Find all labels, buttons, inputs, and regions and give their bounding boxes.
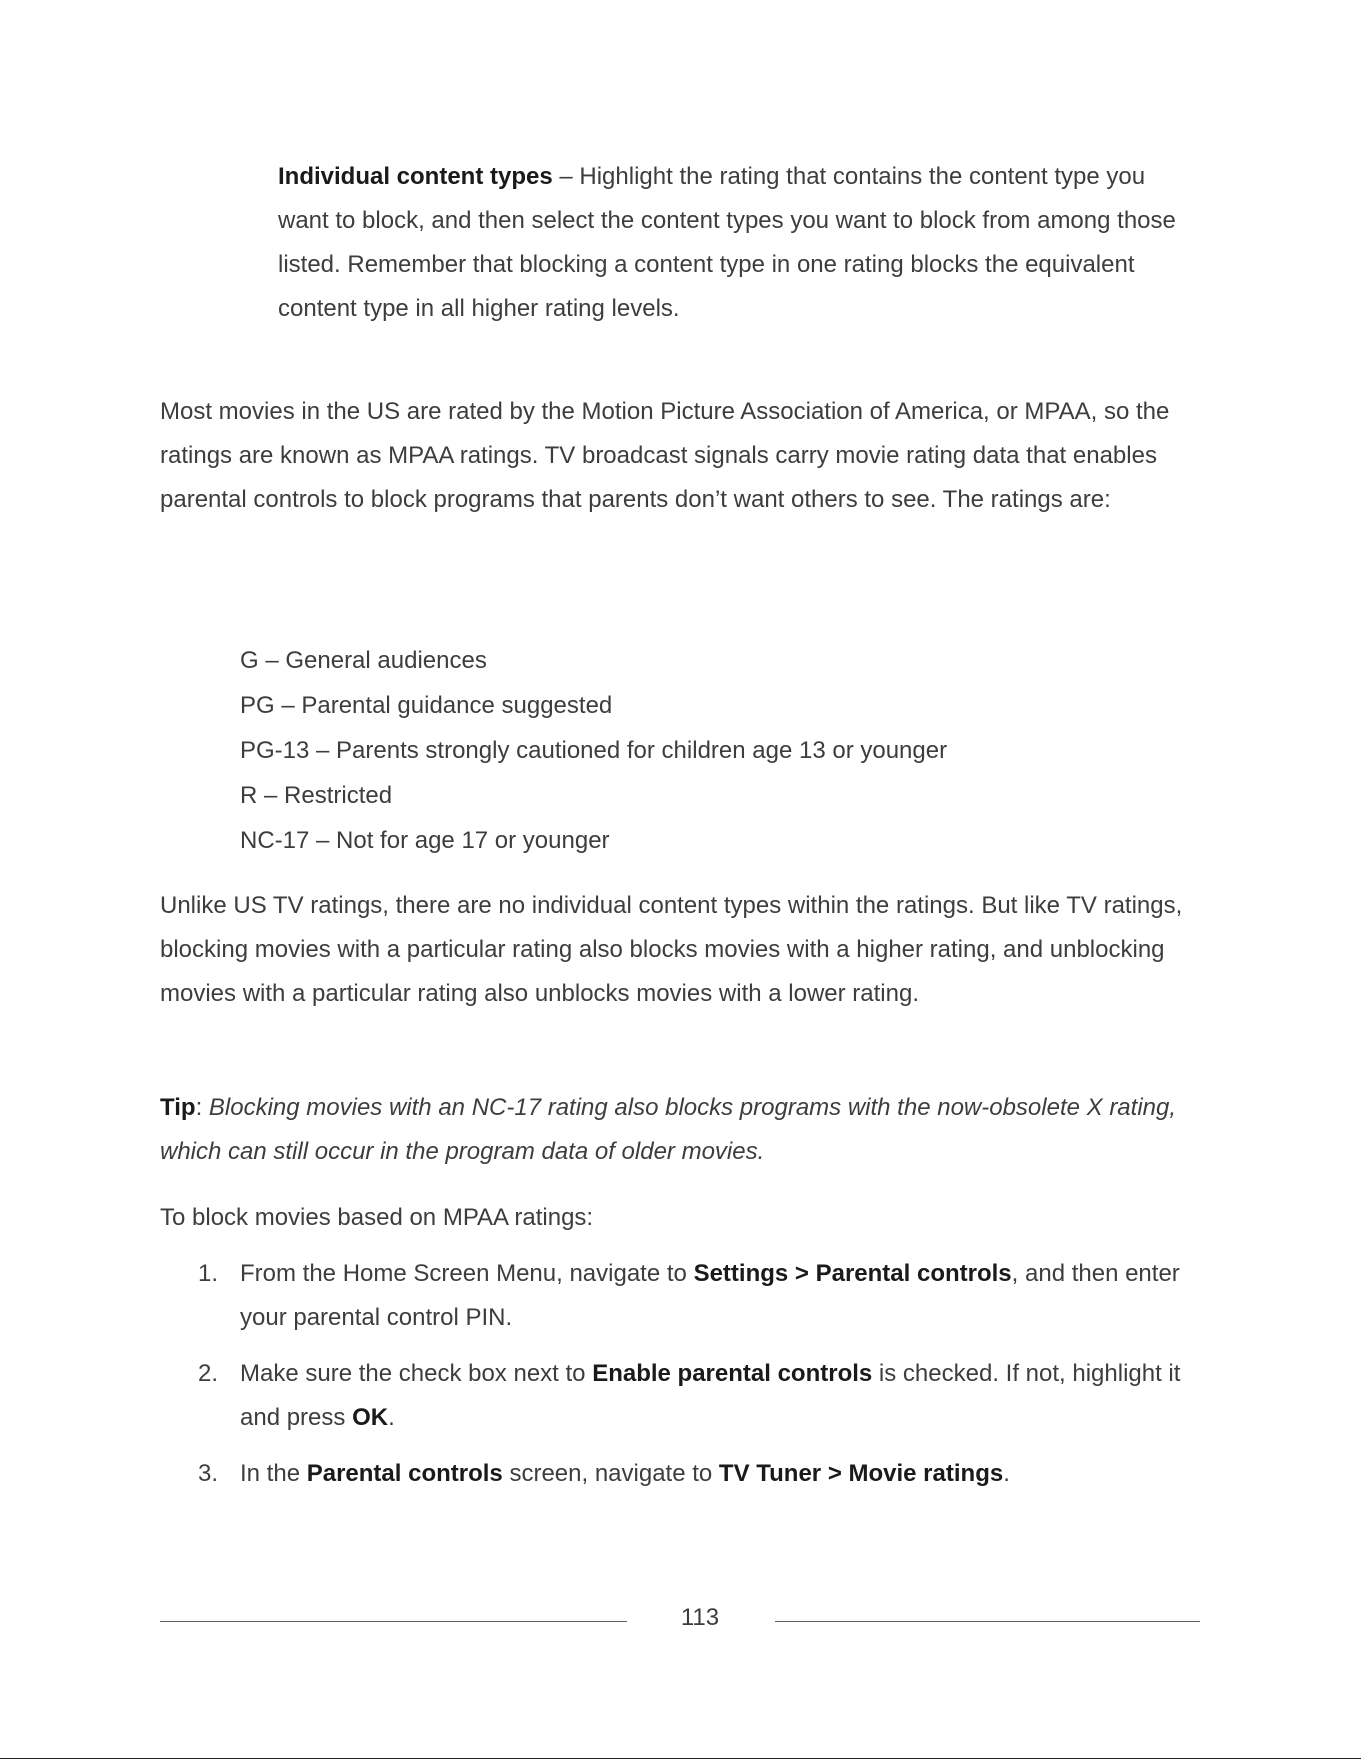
tip-paragraph <box>160 1086 1210 1174</box>
rating-item-pg13: PG-13 – Parents strongly cautioned for children age 13 or younger <box>240 737 948 764</box>
step-item-2 <box>160 1352 1210 1440</box>
steps-list <box>160 1252 1210 1508</box>
step-text: screen, navigate to <box>502 1460 719 1487</box>
footer-rule-right <box>775 1621 1200 1622</box>
step-item-1 <box>160 1252 1210 1340</box>
step-text: , and then enter your parental control PIN. <box>240 1260 1180 1331</box>
unlike-paragraph: Unlike US TV ratings, there are no individual content types within the ratings. But like TV ratings, blocking movies with a particular rating also blocks movies with a higher rating, and unblocking movies with a particular rating also unblocks movies with a lower rating. <box>160 892 1183 1007</box>
block-intro-paragraph: To block movies based on MPAA ratings: <box>160 1204 594 1231</box>
step-number: 1. <box>198 1260 219 1287</box>
step-text: In the <box>240 1460 307 1487</box>
rating-item-nc17: NC-17 – Not for age 17 or younger <box>240 827 610 854</box>
tip-label: Tip <box>160 1094 196 1121</box>
mpaa-intro-paragraph: Most movies in the US are rated by the Motion Picture Association of America, or MPAA, so the ratings are known as MPAA ratings. TV broadcast signals carry movie rating data that enables parental controls to block programs that parents don’t want others to see. The ratings are: <box>160 398 1170 513</box>
content-types-heading: Individual content types <box>278 163 553 190</box>
step-ui-path: Settings > Parental controls <box>693 1260 1012 1287</box>
footer-rule-left <box>160 1621 627 1622</box>
step-ui-label: Enable parental controls <box>592 1360 873 1387</box>
rating-item-g: G – General audiences <box>240 647 487 674</box>
tip-colon: : <box>195 1094 209 1121</box>
step-text: From the Home Screen Menu, navigate to <box>240 1260 694 1287</box>
step-text: Make sure the check box next to <box>240 1360 593 1387</box>
page-bottom-rule <box>0 1758 1361 1759</box>
step-number: 3. <box>198 1460 219 1487</box>
content-types-text: – Highlight the rating that contains the content type you want to block, and then select the content types you want to block from among those listed. Remember that blocking a content type in one rating blocks the equivalent content type in all higher rating levels. <box>278 163 1176 322</box>
content-types-paragraph <box>278 155 1178 331</box>
step-screen-name: Parental controls <box>306 1460 503 1487</box>
page-number: 113 <box>680 1604 720 1631</box>
step-text: . <box>388 1404 395 1431</box>
step-item-3 <box>160 1452 1210 1496</box>
rating-item-pg: PG – Parental guidance suggested <box>240 692 613 719</box>
step-text: is checked. If not, highlight it and press <box>240 1360 1181 1431</box>
step-ui-path: TV Tuner > Movie ratings <box>718 1460 1004 1487</box>
step-text: . <box>1003 1460 1010 1487</box>
rating-item-r: R – Restricted <box>240 782 393 809</box>
ratings-list <box>240 638 947 863</box>
step-button-label: OK <box>352 1404 389 1431</box>
tip-text: Blocking movies with an NC-17 rating also blocks programs with the now-obsolete X rating, which can still occur in the program data of older movies. <box>160 1094 1177 1165</box>
step-number: 2. <box>198 1360 219 1387</box>
